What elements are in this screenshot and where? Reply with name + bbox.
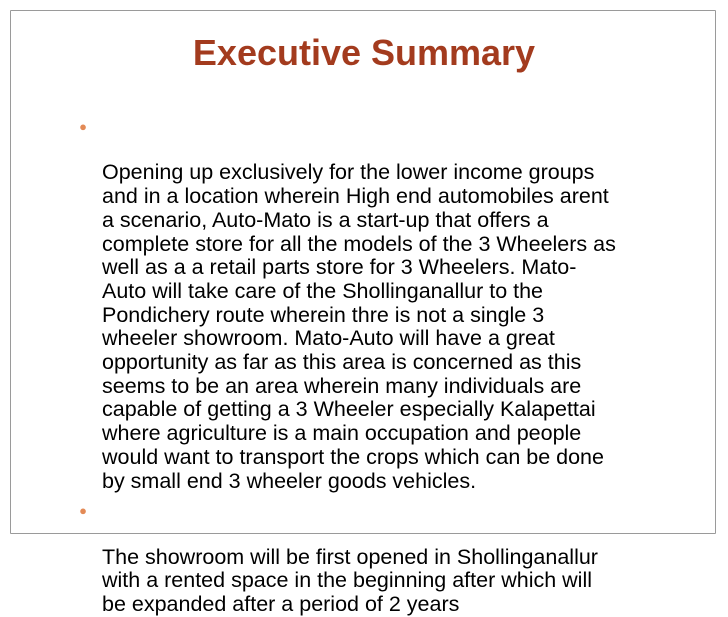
bullet-item-overview (77, 114, 717, 493)
bullet-text: Opening up exclusively for the lower income groups and in a location wherein High end automobiles arent a scenario, Auto-Mato is a start-up that offers a complete store for all the models of the 3 Wheelers as well as a a retail parts store for 3 Wheelers. Mato- Auto will take care of the Shollinganallur to the Pondichery route wherein thre is not a single 3 wheeler showroom. Mato-Auto will have a great opportunity as far as this area is concerned as this seems to be an area wherein many individuals are capable of getting a 3 Wheeler especially Kalapettai where agriculture is a main occupation and people would want to transport the crops which can be done by small end 3 wheeler goods vehicles. (102, 160, 616, 493)
circle-bullet-icon: ● (79, 503, 87, 519)
bullet-list (77, 114, 717, 617)
circle-bullet-icon: ● (79, 119, 87, 134)
bullet-text: The showroom will be first opened in Shollinganallur with a rented space in the beginning after which will be expanded after a period of 2 years (102, 544, 598, 617)
bullet-item-showroom (77, 498, 717, 617)
slide-title: Executive Summary (192, 32, 536, 73)
